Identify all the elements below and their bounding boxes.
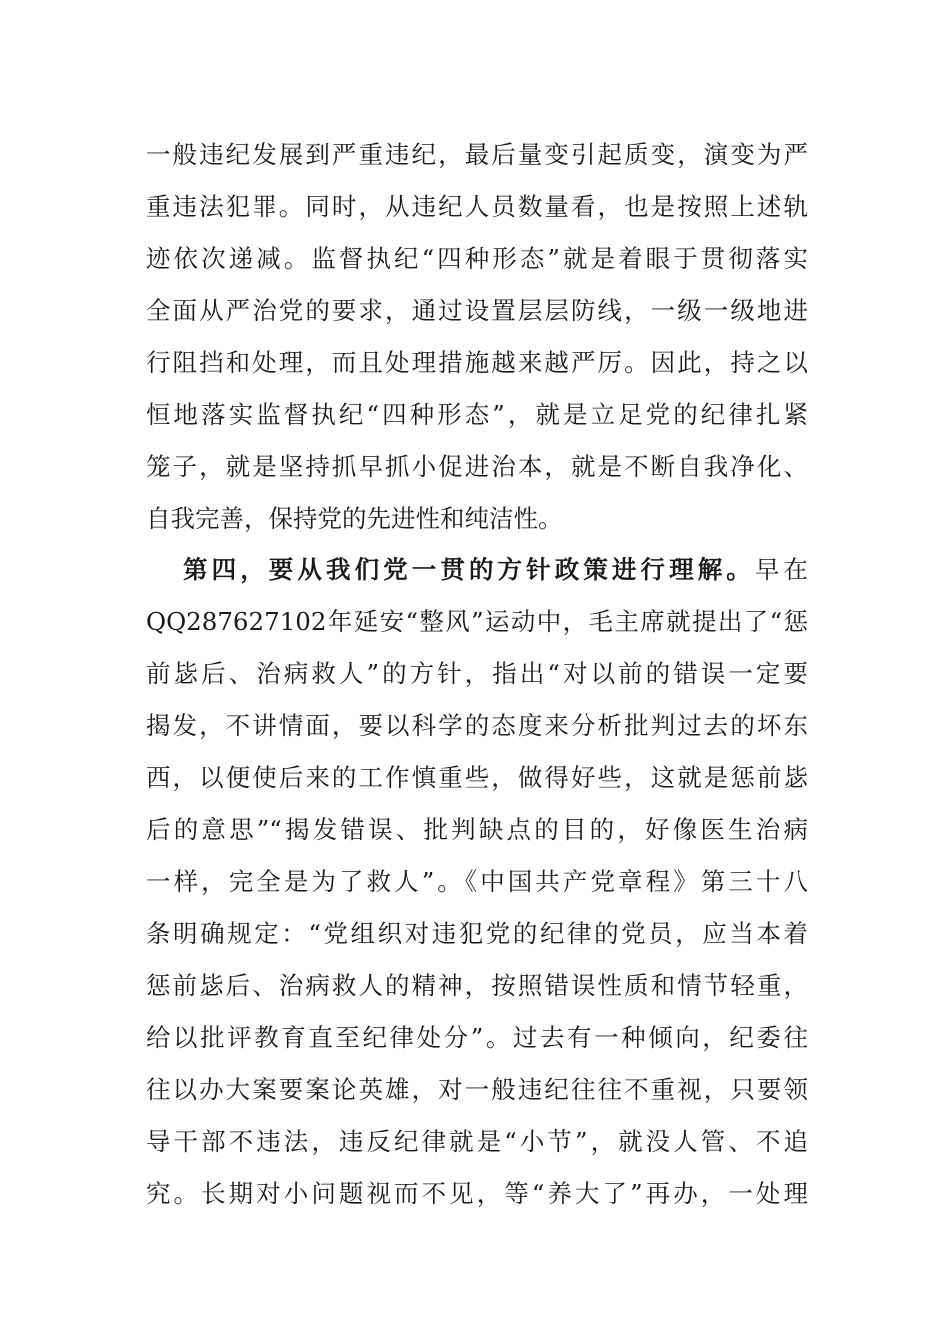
paragraph-2 — [146, 544, 808, 1220]
paragraph-line: 导干部不违法，违反纪律就是“小节”，就没人管、不追 — [146, 1127, 808, 1156]
paragraph-line: 条明确规定：“党组织对违犯党的纪律的党员，应当本着 — [146, 919, 808, 948]
paragraph-line: 往以办大案要案论英雄，对一般违纪往往不重视，只要领 — [146, 1075, 808, 1104]
paragraph-line: 一般违纪发展到严重违纪，最后量变引起质变，演变为严 — [146, 140, 808, 169]
paragraph-1 — [146, 129, 808, 545]
paragraph-line: 自我完善，保持党的先进性和纯洁性。 — [146, 504, 563, 533]
paragraph-text: 早在 — [754, 555, 809, 584]
paragraph-line: 西，以便使后来的工作慎重些，做得好些，这就是惩前毖 — [146, 763, 808, 792]
section-heading-inline: 第四，要从我们党一贯的方针政策进行理解。 — [183, 555, 755, 584]
paragraph-line: 迹依次递减。监督执纪“四种形态”就是着眼于贯彻落实 — [146, 244, 808, 273]
paragraph-line: QQ287627102年延安“整风”运动中，毛主席就提出了“惩 — [146, 607, 808, 636]
paragraph-line: 笼子，就是坚持抓早抓小促进治本，就是不断自我净化、 — [146, 452, 808, 481]
paragraph-line: 全面从严治党的要求，通过设置层层防线，一级一级地进 — [146, 296, 808, 325]
paragraph-line: 行阻挡和处理，而且处理措施越来越严厉。因此，持之以 — [146, 348, 808, 377]
paragraph-line: 惩前毖后、治病救人的精神，按照错误性质和情节轻重， — [146, 971, 808, 1000]
paragraph-first-line — [146, 544, 808, 596]
paragraph-line: 前毖后、治病救人”的方针，指出“对以前的错误一定要 — [146, 659, 808, 688]
paragraph-line: 后的意思”“揭发错误、批判缺点的目的，好像医生治病 — [146, 815, 808, 844]
paragraph-line: 究。长期对小问题视而不见，等“养大了”再办，一处理 — [146, 1179, 808, 1208]
paragraph-line: 重违法犯罪。同时，从违纪人员数量看，也是按照上述轨 — [146, 192, 808, 221]
paragraph-line: 给以批评教育直至纪律处分”。过去有一种倾向，纪委往 — [146, 1023, 808, 1052]
paragraph-line: 恒地落实监督执纪“四种形态”，就是立足党的纪律扎紧 — [146, 400, 808, 429]
paragraph-line: 揭发，不讲情面，要以科学的态度来分析批判过去的坏东 — [146, 711, 808, 740]
paragraph-line: 一样，完全是为了救人”。《中国共产党章程》第三十八 — [146, 867, 808, 896]
